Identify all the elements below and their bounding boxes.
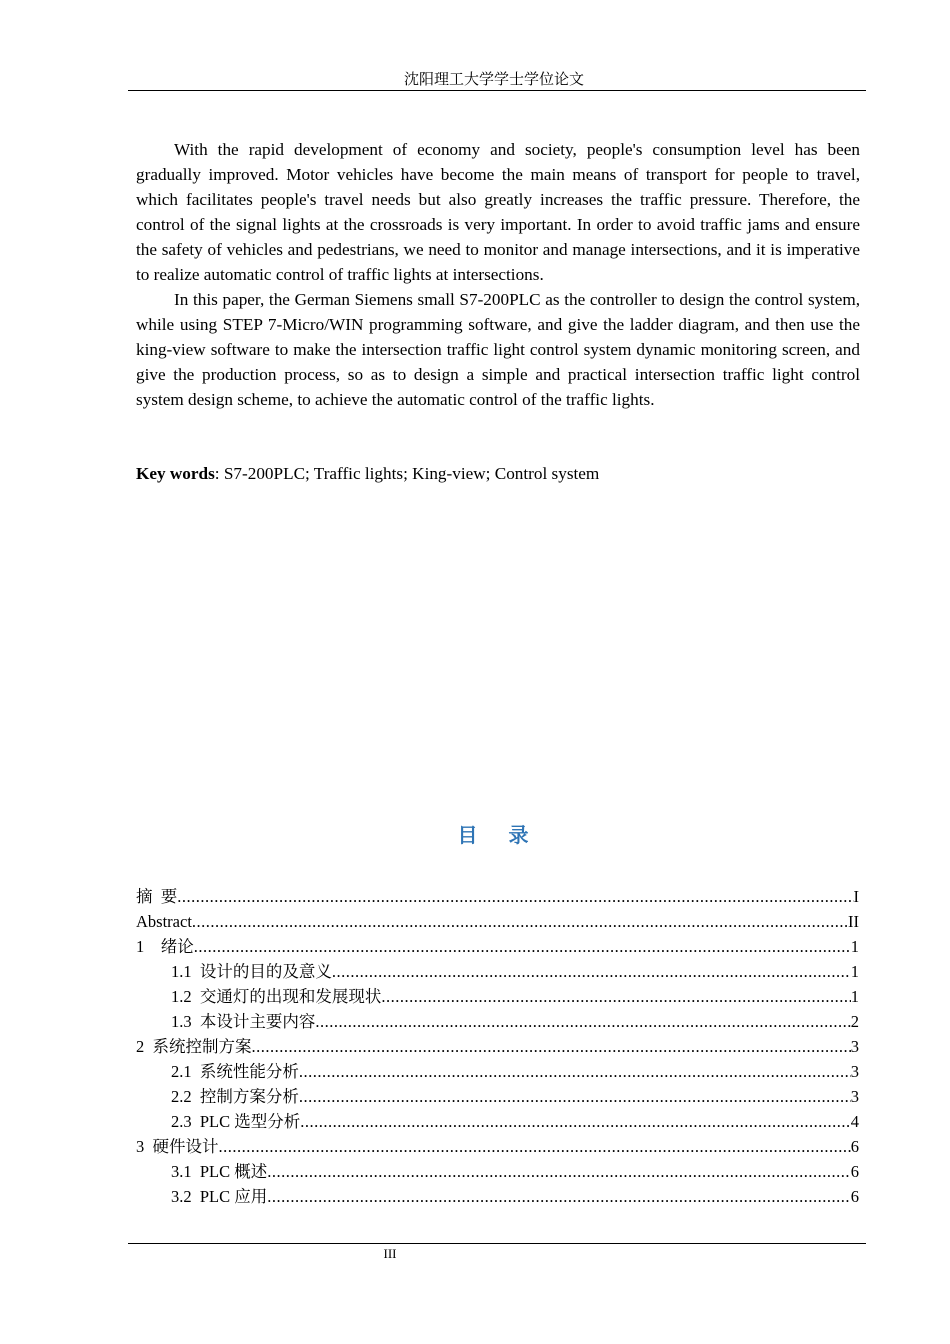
toc-entry-page: 1 [850,937,859,956]
toc-leader-dots [252,1034,851,1059]
abstract-body [136,137,860,412]
toc-entry-label: 3.1 PLC 概述 [171,1162,268,1181]
toc-entry-page: 6 [850,1137,859,1156]
toc-entry[interactable] [136,984,859,1009]
toc-entry-label: 2.1 系统性能分析 [171,1062,299,1081]
toc-leader-dots [299,1084,851,1109]
toc-entry-page: 4 [850,1112,859,1131]
toc-entry[interactable] [136,1159,859,1184]
toc-entry[interactable] [136,1109,859,1134]
keywords-line [136,461,599,486]
toc-entry-label: 2.2 控制方案分析 [171,1087,299,1106]
toc-entry[interactable] [136,1034,859,1059]
toc-leader-dots [267,1184,850,1209]
keywords-label: Key words [136,464,215,483]
toc-entry-label: Abstract [136,912,192,931]
toc-entry[interactable] [136,909,859,934]
toc-entry[interactable] [136,1184,859,1209]
page-header [128,70,866,91]
toc-leader-dots [267,1159,850,1184]
toc-entry-page: 1 [850,962,859,981]
toc-entry-label: 1.2 交通灯的出现和发展现状 [171,987,382,1006]
toc-leader-dots [332,959,851,984]
toc-entry[interactable] [136,884,859,909]
toc-entry-page: 2 [850,1012,859,1031]
toc-entry-label: 3 硬件设计 [136,1137,219,1156]
toc-entry-page: 3 [850,1037,859,1056]
toc-entry[interactable] [136,1009,859,1034]
toc-entry-page: I [853,887,859,906]
toc-entry-page: 3 [850,1087,859,1106]
page-number: III [383,1246,397,1261]
abstract-paragraph: With the rapid development of economy and society, people's consumption level has been gradually improved. Motor vehicles have become the main means of transport for people to travel, which facilitates people's travel needs but also greatly increases the traffic pressure. Therefore, the control of the signal lights at the crossroads is very important. In order to avoid traffic jams and ensure the safety of vehicles and pedestrians, we need to monitor and manage intersections, and it is imperative to realize automatic control of traffic lights at intersections. [136,140,860,284]
toc-entry-label: 摘 要 [136,887,178,906]
toc-entry[interactable] [136,959,859,984]
toc-entry-label: 3.2 PLC 应用 [171,1187,268,1206]
toc-entry-page: 6 [850,1162,859,1181]
abstract-paragraph: In this paper, the German Siemens small S7-200PLC as the controller to design the control system, while using STEP 7-Micro/WIN programming software, and give the ladder diagram, and then use the king-view software to make the intersection traffic light control system dynamic monitoring screen, and give the production process, so as to design a simple and practical intersection traffic light control system design scheme, to achieve the automatic control of the traffic lights. [136,290,860,409]
toc-entry[interactable] [136,1134,859,1159]
header-title: 沈阳理工大学学士学位论文 [403,72,584,88]
toc-leader-dots [315,1009,850,1034]
footer-divider [128,1243,866,1244]
toc-entry-label: 2.3 PLC 选型分析 [171,1112,301,1131]
toc-entry-page: 3 [850,1062,859,1081]
toc-entry-label: 2 系统控制方案 [136,1037,252,1056]
toc-entry[interactable] [136,934,859,959]
toc-entry-page: 6 [850,1187,859,1206]
toc-leader-dots [192,909,848,934]
toc-entry-label: 1 绪论 [136,937,194,956]
toc-leader-dots [194,934,851,959]
toc-leader-dots [300,1109,850,1134]
toc-entry-page: 1 [850,987,859,1006]
keywords-text: : S7-200PLC; Traffic lights; King-view; Control system [214,464,600,483]
toc-title: 目 录 [457,823,541,847]
toc-entry-page: II [848,912,859,931]
toc-entry-label: 1.1 设计的目的及意义 [171,962,332,981]
table-of-contents [136,884,859,1209]
toc-leader-dots [299,1059,851,1084]
toc-leader-dots [219,1134,851,1159]
toc-leader-dots [177,884,853,909]
toc-entry-label: 1.3 本设计主要内容 [171,1012,316,1031]
toc-entry[interactable] [136,1084,859,1109]
toc-leader-dots [381,984,850,1009]
toc-entry[interactable] [136,1059,859,1084]
